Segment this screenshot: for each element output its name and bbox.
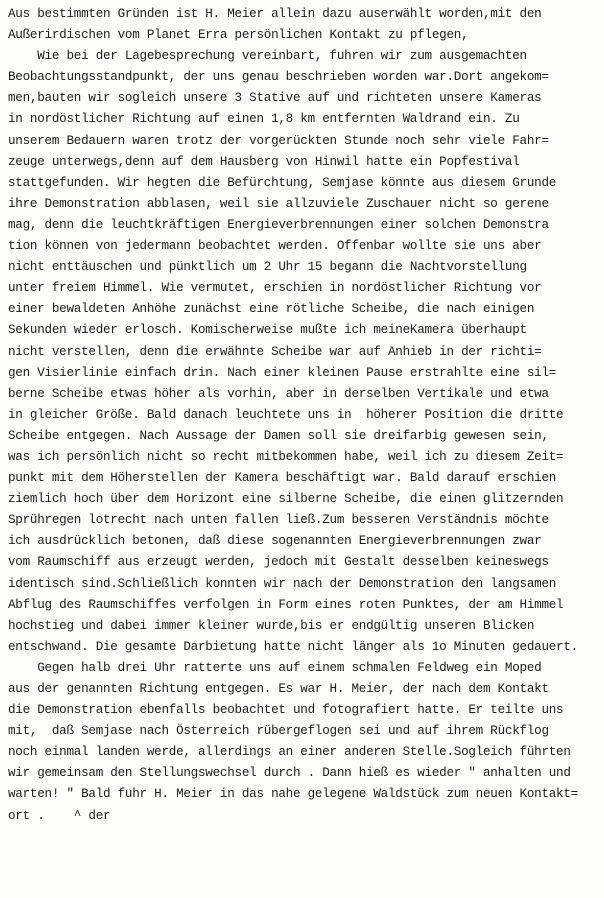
text-line: in gleicher Größe. Bald danach leuchtete uns in höherer Position die dritte: [8, 407, 564, 422]
text-line: noch einmal landen werde, allerdings an einer anderen Stelle.Sogleich führten: [8, 745, 571, 760]
text-line: Aus bestimmten Gründen ist H. Meier allein dazu auserwählt worden,mit den: [8, 7, 542, 21]
text-line: Gegen halb drei Uhr ratterte uns auf einem schmalen Feldweg ein Moped: [8, 660, 542, 675]
text-line: einer bewaldeten Anhöhe zunächst eine rötliche Scheibe, die nach einigen: [8, 302, 535, 317]
text-line: punkt mit dem Höherstellen der Kamera beschäftigt war. Bald darauf erschien: [8, 471, 557, 486]
text-line: Scheibe entgegen. Nach Aussage der Damen soll sie dreifarbig gewesen sein,: [8, 428, 549, 443]
text-line: Abflug des Raumschiffes verfolgen in Form eines roten Punktes, der am Himmel: [8, 597, 564, 612]
text-line: ihre Demonstration abblasen, weil sie allzuviele Zuschauer nicht so gerene: [8, 196, 549, 211]
text-line: entschwand. Die gesamte Darbietung hatte nicht länger als 1o Minuten gedauert.: [8, 639, 578, 654]
text-line: Sekunden wieder erlosch. Komischerweise mußte ich meineKamera überhaupt: [8, 323, 527, 338]
text-line: identisch sind.Schließlich konnten wir nach der Demonstration den langsamen: [8, 576, 557, 591]
text-line: zeuge unterwegs,denn auf dem Hausberg von Hinwil hatte ein Popfestival: [8, 154, 520, 169]
text-line: Beobachtungsstandpunkt, der uns genau beschrieben worden war.Dort angekom=: [8, 70, 549, 85]
text-line: aus der genannten Richtung entgegen. Es war H. Meier, der nach dem Kontakt: [8, 682, 549, 696]
text-line: ziemlich hoch über dem Horizont eine silberne Scheibe, die einen glitzernden: [8, 492, 564, 507]
text-line: vom Raumschiff aus erzeugt werden, jedoch mit Gestalt desselben keineswegs: [8, 555, 549, 570]
typewritten-text: [8, 4, 600, 827]
text-line: tion können von jedermann beobachtet werden. Offenbar wollte sie uns aber: [8, 239, 542, 254]
text-line: unter freiem Himmel. Wie vermutet, erschien in nordöstlicher Richtung vor: [8, 281, 542, 296]
text-line: men,bauten wir sogleich unsere 3 Stative auf und richteten unsere Kameras: [8, 91, 542, 106]
text-line: wir gemeinsam den Stellungswechsel durch . Dann hieß es wieder " anhalten und: [8, 766, 571, 781]
text-line: warten! " Bald fuhr H. Meier in das nahe gelegene Waldstück zum neuen Kontakt=: [8, 787, 578, 802]
text-line: unserem Bedauern waren trotz der vorgerückten Stunde noch sehr viele Fahr=: [8, 133, 549, 148]
text-line: hochstieg und dabei immer kleiner wurde,bis er endgültig unseren Blicken: [8, 618, 535, 633]
text-line: mit, daß Semjase nach Österreich rübergeflogen sei und auf ihrem Rückflog: [8, 724, 549, 739]
text-line: Wie bei der Lagebesprechung vereinbart, fuhren wir zum ausgemachten: [8, 49, 527, 64]
text-line: stattgefunden. Wir hegten die Befürchtung, Semjase könnte aus diesem Grunde: [8, 175, 557, 190]
text-line: ort . ^ der: [8, 808, 111, 823]
text-line: Außerirdischen vom Planet Erra persönlichen Kontakt zu pflegen,: [8, 28, 469, 43]
text-line: mag, denn die leuchtkräftigen Energieverbrennungen einer solchen Demonstra: [8, 217, 549, 232]
text-line: ich ausdrücklich betonen, daß diese sogenannten Energieverbrennungen zwar: [8, 534, 542, 549]
text-line: in nordöstlicher Richtung auf einen 1,8 km entfernten Waldrand ein. Zu: [8, 112, 520, 127]
text-line: gen Visierlinie einfach drin. Nach einer kleinen Pause erstrahlte eine sil=: [8, 365, 557, 380]
text-line: was ich persönlich nicht so recht mitbekommen habe, weil ich zu diesem Zeit=: [8, 449, 564, 464]
text-line: die Demonstration ebenfalls beobachtet und fotografiert hatte. Er teilte uns: [8, 703, 564, 718]
text-line: berne Scheibe etwas höher als vorhin, aber in derselben Vertikale und etwa: [8, 386, 549, 401]
text-line: Sprühregen lotrecht nach unten fallen ließ.Zum besseren Verständnis möchte: [8, 513, 549, 528]
text-line: nicht enttäuschen und pünktlich um 2 Uhr 15 begann die Nachtvorstellung: [8, 260, 527, 275]
text-line: nicht verstellen, denn die erwähnte Scheibe war auf Anhieb in der richti=: [8, 344, 542, 359]
